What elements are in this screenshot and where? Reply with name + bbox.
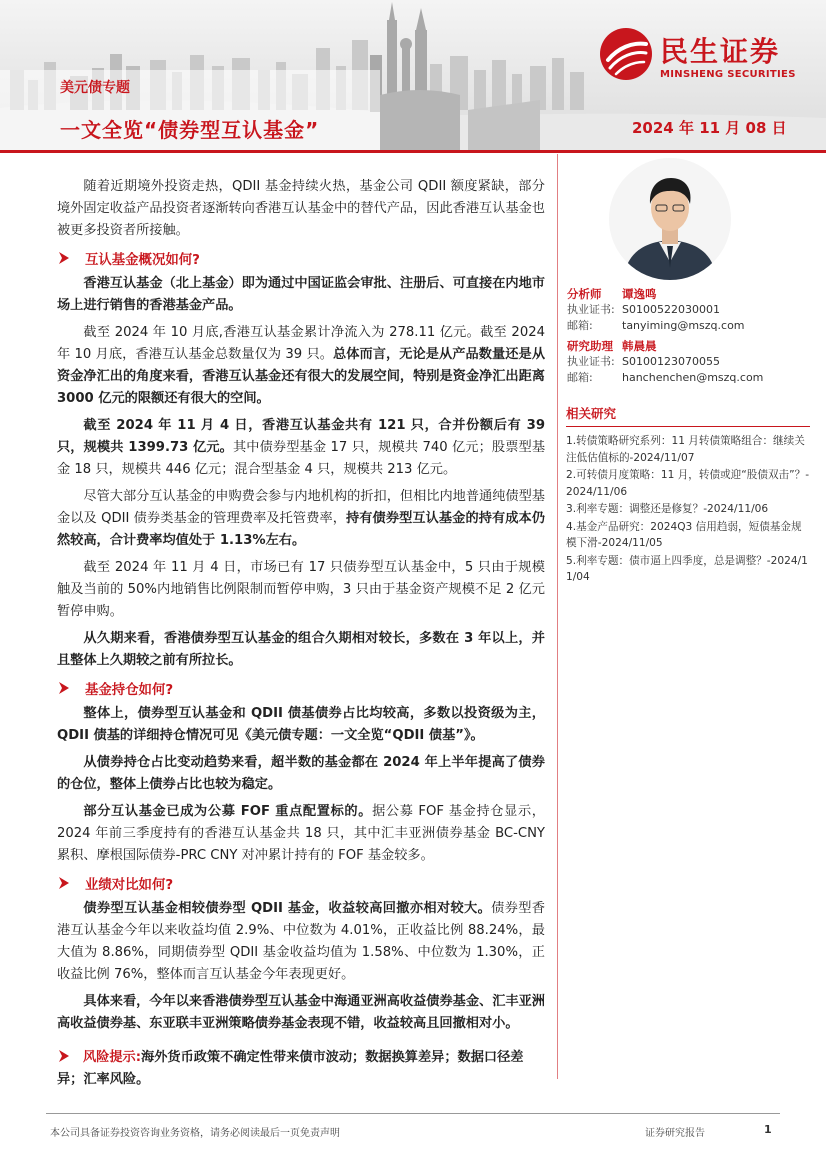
paragraph: 从债券持仓占比变动趋势来看，超半数的基金都在 2024 年上半年提高了债券的仓位，整体上债券占比也较为稳定。 xyxy=(57,755,545,792)
column-divider xyxy=(557,154,558,1079)
analyst-role: 研究助理 xyxy=(567,339,613,353)
analyst-role: 分析师 xyxy=(567,287,602,301)
paragraph: 具体来看，今年以来香港债券型互认基金中海通亚洲高收益债券基金、汇丰亚洲高收益债券基、东亚联丰亚洲策略债券基金表现不错，收益较高且回撤相对小。 xyxy=(57,994,545,1031)
logo-chinese-name: 民生证券 xyxy=(660,35,781,68)
section-heading-performance xyxy=(57,872,545,894)
triangle-arrow-icon xyxy=(59,1050,69,1062)
footer-report-type: 证券研究报告 xyxy=(645,1128,705,1139)
intro-paragraph: 随着近期境外投资走热，QDII 基金持续火热，基金公司 QDII 额度紧缺，部分境外固定收益产品投资者逐渐转向香港互认基金中的替代产品，因此香港互认基金也被更多投资者所接触。 xyxy=(57,179,545,238)
cert-number: S0100123070055 xyxy=(622,355,720,368)
related-research-heading: 相关研究 xyxy=(566,404,810,427)
paragraph-text: 其中债券型基金 17 只，规模共 740 亿元；股票型基金 18 只，规模共 446 亿元；混合型基金 4 只，规模共 213 亿元。 xyxy=(57,440,546,477)
section-title: 业绩对比如何? xyxy=(85,877,174,893)
triangle-arrow-icon xyxy=(59,682,69,694)
paragraph-emphasis: 持有债券型互认基金的持有成本仍然较高，合计费率均值处于 1.13%左右。 xyxy=(57,511,545,548)
footer-disclaimer: 本公司具备证券投资咨询业务资格，请务必阅读最后一页免责声明 xyxy=(50,1128,340,1139)
header-banner xyxy=(0,0,826,152)
related-research-item[interactable]: 4.基金产品研究：2024Q3 信用趋弱，短债基金规模下滑-2024/11/05 xyxy=(566,520,802,549)
analyst-photo xyxy=(609,158,731,280)
paragraph-emphasis: 总体而言，无论是从产品数量还是从资金净汇出的角度来看，香港互认基金还有很大的发展空间，特别是资金净汇出距离 3000 亿元的限额还有很大的空间。 xyxy=(57,347,546,406)
email-address[interactable]: tanyiming@mszq.com xyxy=(622,319,745,332)
paragraph: 截至 2024 年 11 月 4 日，市场已有 17 只债券型互认基金中，5 只由于规模触及当前的 50%内地销售比例限制而暂停申购，3 只由于基金资产规模不足 2 亿元暂停申购。 xyxy=(57,560,545,619)
section-title: 基金持仓如何? xyxy=(85,682,174,698)
cert-number: S0100522030001 xyxy=(622,303,720,316)
paragraph-emphasis: 部分互认基金已成为公募 FOF 重点配置标的。 xyxy=(83,804,373,819)
risk-label: 风险提示: xyxy=(83,1050,142,1065)
analyst-info xyxy=(567,286,807,386)
report-title: 一文全览“债券型互认基金” xyxy=(60,118,320,142)
paragraph xyxy=(57,486,545,552)
cert-label: 执业证书: xyxy=(567,355,615,368)
paragraph xyxy=(57,801,545,867)
email-label: 邮箱: xyxy=(567,319,593,332)
related-research-item[interactable]: 3.利率专题：调整还是修复？-2024/11/06 xyxy=(566,503,769,515)
analyst-cert-row xyxy=(567,302,807,318)
section-title: 互认基金概况如何? xyxy=(85,252,200,268)
analyst-row xyxy=(567,338,807,354)
paragraph-emphasis: 债券型互认基金相较债券型 QDII 基金，收益较高回撤亦相对较大。 xyxy=(83,901,492,916)
analyst-name: 谭逸鸣 xyxy=(622,287,657,301)
analyst-email-row xyxy=(567,318,807,334)
paragraph-text: 债券型香港互认基金今年以来收益均值 2.9%、中位数为 4.01%，正收益比例 88.24%，最大值为 8.86%，同期债券型 QDII 基金收益均值为 1.58%、中位数为 1.30%，正收益比例 76%，整体而言互认基金今年表现更好。 xyxy=(57,901,545,982)
logo-english-name: MINSHENG SECURITIES xyxy=(660,69,796,80)
section-heading-holdings xyxy=(57,677,545,699)
related-research-list xyxy=(566,433,810,586)
page-number: 1 xyxy=(764,1123,772,1136)
paragraph-text: 据公募 FOF 基金持仓显示，2024 年前三季度持有的香港互认基金共 18 只，其中汇丰亚洲债券基金 BC-CNY 累积、摩根国际债券-PRC CNY 对冲累计持有的 FOF 基金较多。 xyxy=(57,804,545,863)
related-research xyxy=(566,404,810,587)
footer-divider xyxy=(46,1113,780,1114)
paragraph: 从久期来看，香港债券型互认基金的组合久期相对较长，多数在 3 年以上，并且整体上久期较之前有所拉长。 xyxy=(57,631,545,668)
email-address[interactable]: hanchenchen@mszq.com xyxy=(622,371,764,384)
analyst-portrait-image xyxy=(609,158,731,280)
related-research-item[interactable]: 1.转债策略研究系列：11 月转债策略组合：继续关注低估值标的-2024/11/07 xyxy=(566,435,805,464)
paragraph xyxy=(57,898,545,986)
paragraph-text: 截至 2024 年 10 月底,香港互认基金累计净流入为 278.11 亿元。截至 2024 年 10 月底，香港互认基金总数量仅为 39 只。 xyxy=(57,325,545,362)
paragraph-text: 尽管大部分互认基金的申购费会参与内地机构的折扣，但相比内地普通纯债型基金以及 QDII 债券类基金的管理费率及托管费率， xyxy=(57,489,545,526)
header-divider xyxy=(0,150,826,153)
cert-label: 执业证书: xyxy=(567,303,615,316)
report-date: 2024 年 11 月 08 日 xyxy=(632,119,787,137)
risk-text: 海外货币政策不确定性带来债市波动；数据换算差异；数据口径差异；汇率风险。 xyxy=(57,1050,524,1087)
minsheng-logo-icon xyxy=(598,26,654,82)
analyst-cert-row xyxy=(567,354,807,370)
report-body xyxy=(57,176,545,1091)
triangle-arrow-icon xyxy=(59,877,69,889)
analyst-row xyxy=(567,286,807,302)
section-heading-overview xyxy=(57,247,545,269)
paragraph: 香港互认基金（北上基金）即为通过中国证监会审批、注册后、可直接在内地市场上进行销售的香港基金产品。 xyxy=(57,276,545,313)
paragraph: 整体上，债券型互认基金和 QDII 债基债券占比均较高，多数以投资级为主，QDII 债基的详细持仓情况可见《美元债专题：一文全览“QDII 债基”》。 xyxy=(57,706,545,743)
email-label: 邮箱: xyxy=(567,371,593,384)
company-logo xyxy=(598,26,808,86)
related-research-item[interactable]: 2.可转债月度策略：11 月，转债或迎“股债双击”？-2024/11/06 xyxy=(566,469,810,498)
triangle-arrow-icon xyxy=(59,252,69,264)
series-tag: 美元债专题 xyxy=(60,80,130,96)
analyst-name: 韩晨晨 xyxy=(622,339,657,353)
paragraph xyxy=(57,415,545,481)
paragraph xyxy=(57,322,545,410)
risk-warning xyxy=(57,1047,545,1091)
analyst-email-row xyxy=(567,370,807,386)
paragraph-emphasis: 截至 2024 年 11 月 4 日，香港互认基金共有 121 只，合并份额后有 39 只，规模共 1399.73 亿元。 xyxy=(57,418,545,455)
related-research-item[interactable]: 5.利率专题：债市逼上四季度，总是调整？-2024/11/04 xyxy=(566,554,808,583)
